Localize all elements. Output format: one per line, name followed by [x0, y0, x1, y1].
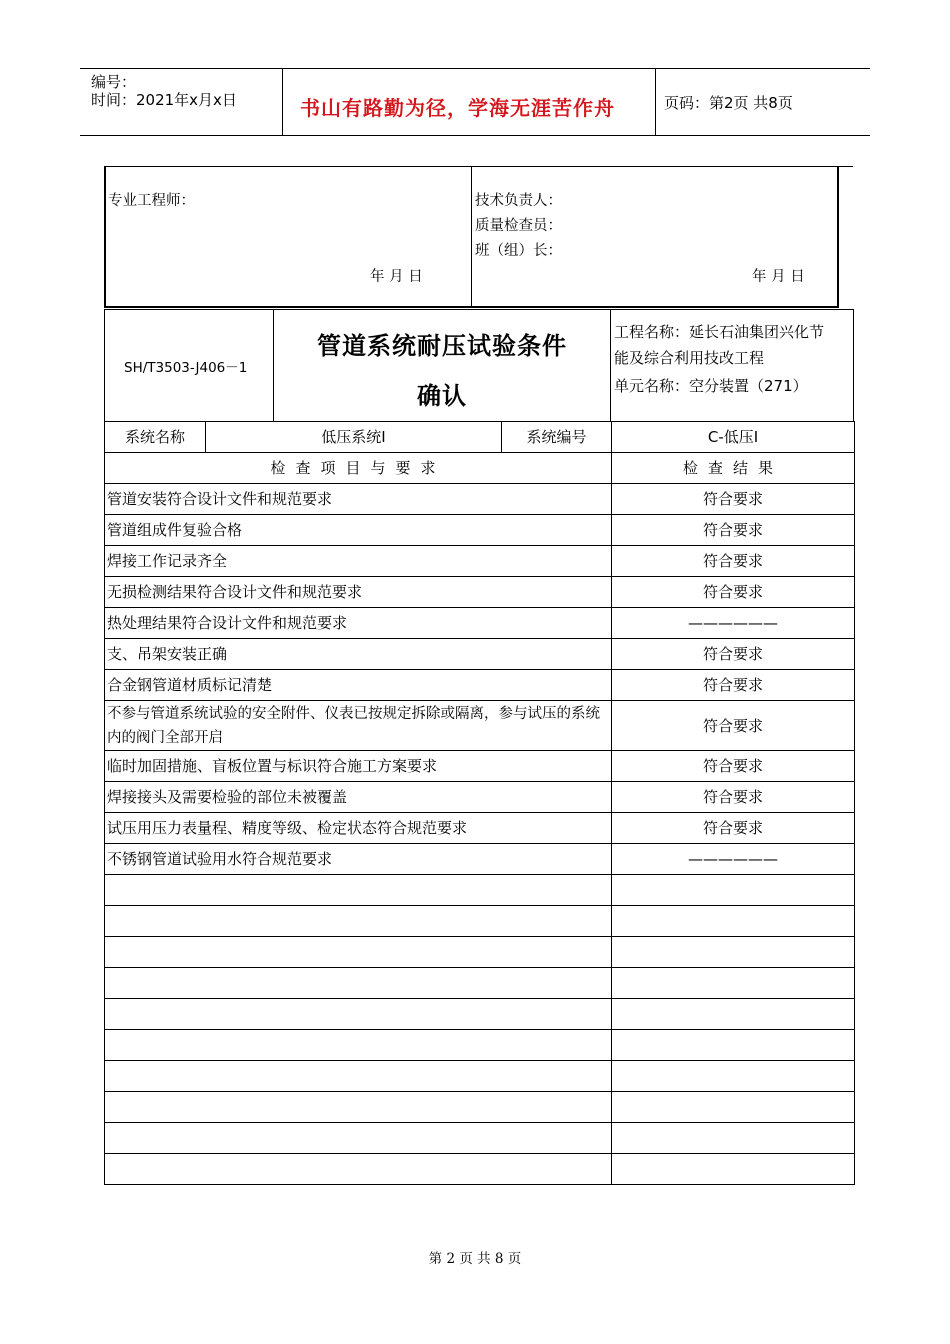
- engineer-label: 专业工程师：: [108, 193, 195, 209]
- blank-item-cell: [105, 999, 612, 1030]
- table-row: [105, 484, 855, 515]
- quality-inspector-label: 质量检查员：: [475, 218, 562, 234]
- blank-item-cell: [105, 1092, 612, 1123]
- check-item: 焊接接头及需要检验的部位未被覆盖: [105, 782, 612, 813]
- blank-row: [105, 1030, 855, 1061]
- blank-row: [105, 937, 855, 968]
- sig-left-border: [104, 166, 106, 308]
- check-result: 符合要求: [612, 670, 855, 701]
- results-column-header: 检查结果: [612, 453, 855, 484]
- blank-row: [105, 1123, 855, 1154]
- blank-item-cell: [105, 1030, 612, 1061]
- sig-bottom-rule: [104, 306, 839, 308]
- table-row: [105, 639, 855, 670]
- blank-item-cell: [105, 1123, 612, 1154]
- inspection-table: [104, 421, 855, 1185]
- tech-lead-label: 技术负责人：: [475, 193, 562, 209]
- check-result: 符合要求: [612, 546, 855, 577]
- header-divider-right: [655, 68, 656, 136]
- check-item: 热处理结果符合设计文件和规范要求: [105, 608, 612, 639]
- team-leader-label: 班（组）长：: [475, 243, 562, 259]
- blank-item-cell: [105, 1061, 612, 1092]
- form-title-line2: 确认: [417, 381, 467, 410]
- system-code-label: 系统编号: [502, 422, 612, 453]
- system-row: [105, 422, 855, 453]
- blank-row: [105, 1061, 855, 1092]
- check-result: 符合要求: [612, 484, 855, 515]
- blank-result-cell: [612, 906, 855, 937]
- check-result: 符合要求: [612, 639, 855, 670]
- form-code: SH/T3503-J406－1: [124, 360, 248, 376]
- check-item: 试压用压力表量程、精度等级、检定状态符合规范要求: [105, 813, 612, 844]
- table-row: [105, 813, 855, 844]
- system-code-value: C-低压Ⅰ: [612, 422, 855, 453]
- blank-item-cell: [105, 937, 612, 968]
- unit-name: 单元名称：空分装置（271）: [614, 377, 808, 395]
- check-result: ——————: [612, 844, 855, 875]
- table-row: [105, 751, 855, 782]
- leader-date: 年 月 日: [752, 269, 805, 285]
- blank-result-cell: [612, 1154, 855, 1185]
- blank-row: [105, 999, 855, 1030]
- blank-item-cell: [105, 906, 612, 937]
- header-top-rule: [80, 68, 870, 69]
- title-left-border: [104, 309, 105, 421]
- check-result: 符合要求: [612, 813, 855, 844]
- check-result: 符合要求: [612, 515, 855, 546]
- check-result: 符合要求: [612, 701, 855, 751]
- sig-top-rule: [104, 166, 853, 167]
- check-item: 不参与管道系统试验的安全附件、仪表已按规定拆除或隔离，参与试压的系统内的阀门全部开启: [105, 701, 612, 751]
- serial-number-label: 编号：: [91, 73, 137, 91]
- title-divider-right: [610, 309, 611, 421]
- check-result: 符合要求: [612, 577, 855, 608]
- check-result: 符合要求: [612, 751, 855, 782]
- blank-result-cell: [612, 968, 855, 999]
- header-divider-left: [282, 68, 283, 136]
- blank-item-cell: [105, 1154, 612, 1185]
- blank-result-cell: [612, 937, 855, 968]
- check-item: 无损检测结果符合设计文件和规范要求: [105, 577, 612, 608]
- title-right-border: [853, 309, 854, 421]
- check-item: 管道组成件复验合格: [105, 515, 612, 546]
- table-row: [105, 670, 855, 701]
- blank-result-cell: [612, 1123, 855, 1154]
- check-item: 不锈钢管道试验用水符合规范要求: [105, 844, 612, 875]
- page-indicator: 页码：第2页 共8页: [664, 94, 793, 112]
- engineer-date: 年 月 日: [370, 269, 423, 285]
- blank-result-cell: [612, 999, 855, 1030]
- table-row: [105, 782, 855, 813]
- motto: 书山有路勤为径，学海无涯苦作舟: [300, 96, 615, 120]
- table-row: [105, 515, 855, 546]
- table-row: [105, 577, 855, 608]
- page-footer: 第 2 页 共 8 页: [428, 1251, 522, 1267]
- blank-result-cell: [612, 1061, 855, 1092]
- items-column-header: 检查项目与要求: [105, 453, 612, 484]
- title-top-rule: [104, 309, 854, 310]
- check-result: ——————: [612, 608, 855, 639]
- table-row: [105, 608, 855, 639]
- column-header-row: [105, 453, 855, 484]
- project-name-line1: 工程名称：延长石油集团兴化节: [614, 323, 825, 341]
- check-item: 合金钢管道材质标记清楚: [105, 670, 612, 701]
- blank-item-cell: [105, 968, 612, 999]
- system-name-label: 系统名称: [105, 422, 206, 453]
- check-result: 符合要求: [612, 782, 855, 813]
- header-bottom-rule: [80, 135, 870, 136]
- project-name-line2: 能及综合利用技改工程: [614, 349, 765, 367]
- blank-row: [105, 1092, 855, 1123]
- sig-divider: [471, 166, 472, 308]
- date-line: 时间：2021年x月x日: [91, 91, 237, 109]
- table-row: [105, 701, 855, 751]
- blank-row: [105, 968, 855, 999]
- check-item: 焊接工作记录齐全: [105, 546, 612, 577]
- blank-result-cell: [612, 1092, 855, 1123]
- table-row: [105, 546, 855, 577]
- check-item: 临时加固措施、盲板位置与标识符合施工方案要求: [105, 751, 612, 782]
- blank-item-cell: [105, 875, 612, 906]
- check-item: 支、吊架安装正确: [105, 639, 612, 670]
- blank-row: [105, 906, 855, 937]
- blank-result-cell: [612, 875, 855, 906]
- blank-row: [105, 1154, 855, 1185]
- blank-row: [105, 875, 855, 906]
- check-item: 管道安装符合设计文件和规范要求: [105, 484, 612, 515]
- sig-right-border: [837, 166, 839, 308]
- system-name-value: 低压系统Ⅰ: [206, 422, 502, 453]
- form-title-line1: 管道系统耐压试验条件: [317, 331, 567, 360]
- blank-result-cell: [612, 1030, 855, 1061]
- table-row: [105, 844, 855, 875]
